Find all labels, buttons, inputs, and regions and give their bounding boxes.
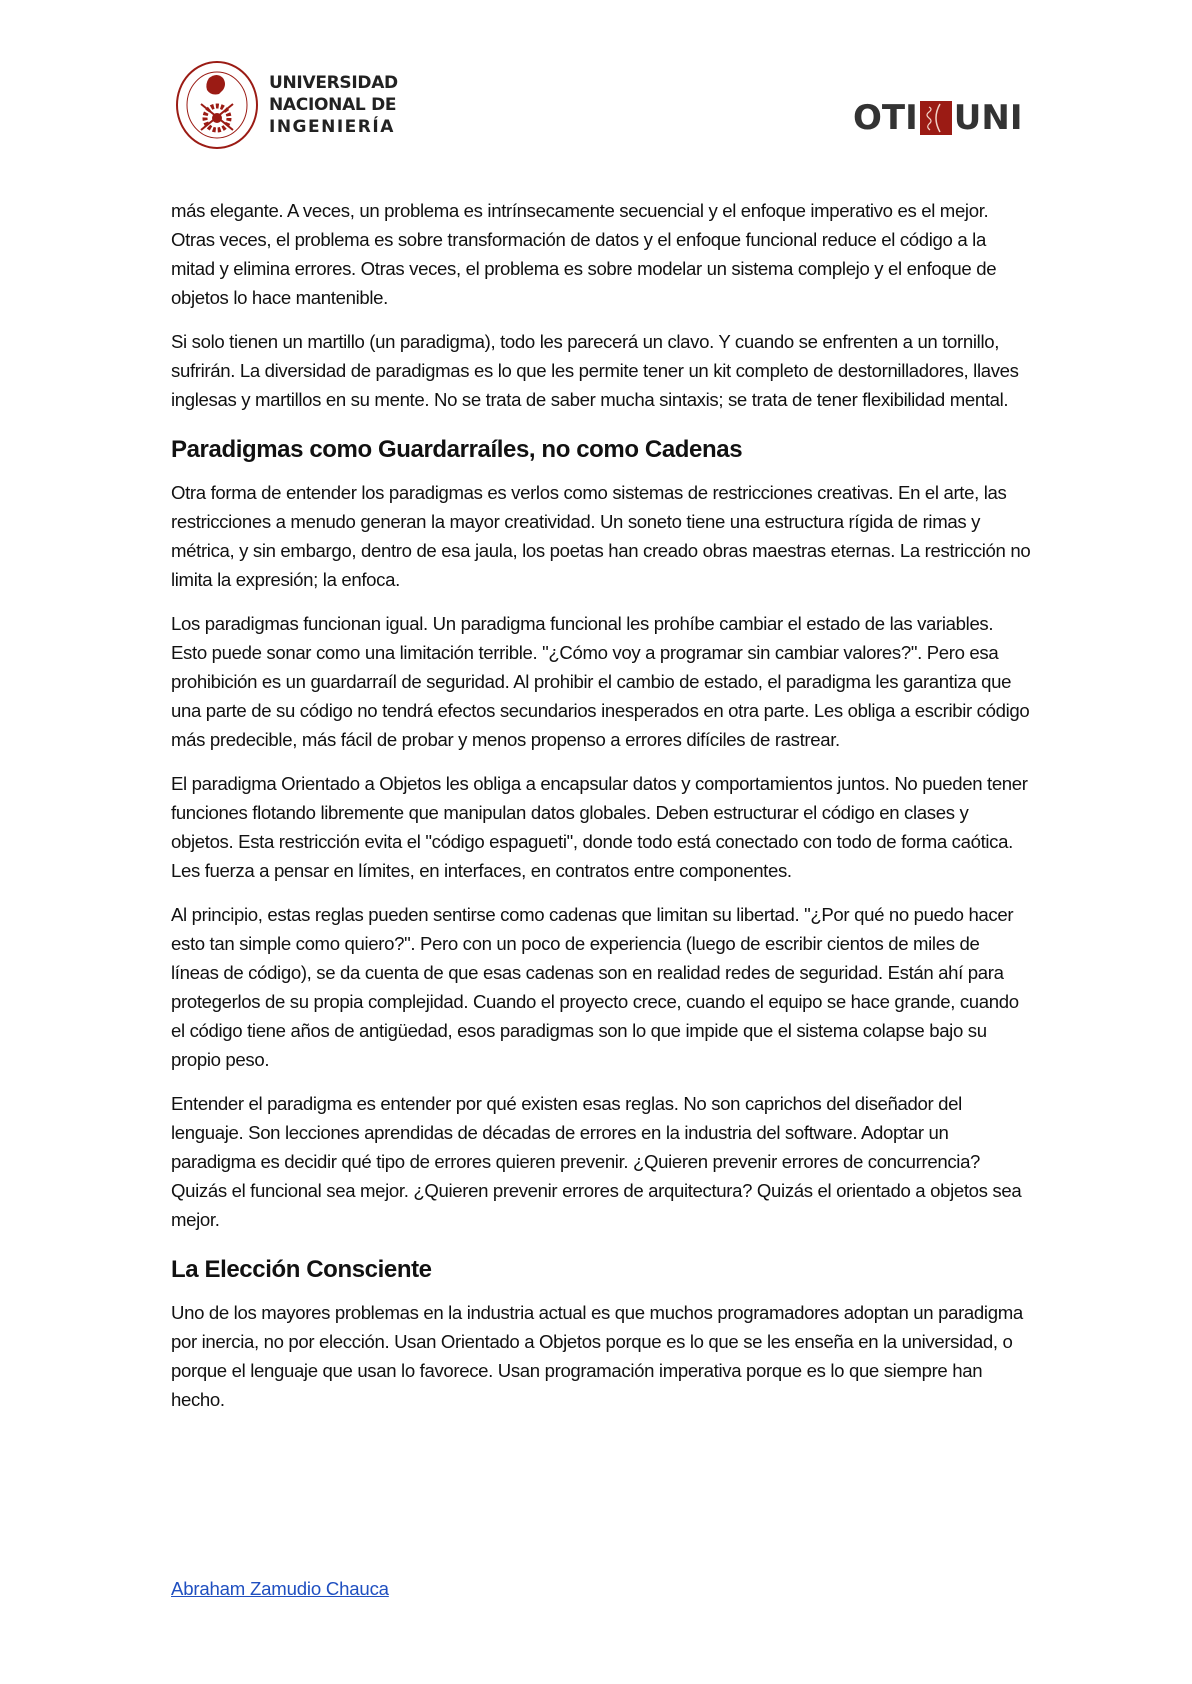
- section-heading: Paradigmas como Guardarraíles, no como Cadenas: [171, 436, 743, 463]
- section-heading: La Elección Consciente: [171, 1256, 432, 1283]
- university-logo: [175, 60, 398, 150]
- document-body: [171, 196, 1031, 1429]
- university-name: [269, 72, 398, 138]
- paragraph: Uno de los mayores problemas en la industria actual es que muchos programadores adoptan un paradigma por inercia, no por elección. Usan Orientado a Objetos porque es lo que se les enseña en la universidad, o porque el lenguaje que usan lo favorece. Usan programación imperativa porque es lo que siempre han hecho.: [171, 1302, 1023, 1410]
- university-name-line: NACIONAL DE: [269, 95, 397, 115]
- paragraph: Al principio, estas reglas pueden sentirse como cadenas que limitan su libertad. "¿Por qué no puedo hacer esto tan simple como quiero?". Pero con un poco de experiencia (luego de escribir cientos de miles de líneas de código), se da cuenta de que esas cadenas son en realidad redes de seguridad. Están ahí para protegerlos de su propia complejidad. Cuando el proyecto crece, cuando el equipo se hace grande, cuando el código tiene años de antigüedad, esos paradigmas son lo que impide que el sistema colapse bajo su propio peso.: [171, 904, 1019, 1070]
- paragraph: Los paradigmas funcionan igual. Un paradigma funcional les prohíbe cambiar el estado de las variables. Esto puede sonar como una limitación terrible. "¿Cómo voy a programar sin cambiar valores?". Pero esa prohibición es un guardarraíl de seguridad. Al prohibir el cambio de estado, el paradigma les garantiza que una parte de su código no tendrá efectos secundarios inesperados en otra parte. Les obliga a escribir código más predecible, más fácil de probar y menos propenso a errores difíciles de rastrear.: [171, 613, 1030, 750]
- paragraph: Si solo tienen un martillo (un paradigma), todo les parecerá un clavo. Y cuando se enfrenten a un tornillo, sufrirán. La diversidad de paradigmas es lo que les permite tener un kit completo de destornilladores, llaves inglesas y martillos en su mente. No se trata de saber mucha sintaxis; se trata de tener flexibilidad mental.: [171, 331, 1019, 410]
- university-name-line: UNIVERSIDAD: [269, 73, 398, 93]
- oti-brand-mark-icon: [920, 101, 952, 135]
- university-seal-icon: [175, 60, 259, 150]
- paragraph: Entender el paradigma es entender por qué existen esas reglas. No son caprichos del diseñador del lenguaje. Son lecciones aprendidas de décadas de errores en la industria del software. Adoptar un paradigma es decidir qué tipo de errores quieren prevenir. ¿Quieren prevenir errores de concurrencia? Quizás el funcional sea mejor. ¿Quieren prevenir errores de arquitectura? Quizás el orientado a objetos sea mejor.: [171, 1093, 1022, 1230]
- page-header: [0, 0, 1192, 170]
- oti-logo-text: OTI: [853, 98, 918, 138]
- paragraph: Otra forma de entender los paradigmas es verlos como sistemas de restricciones creativas. En el arte, las restricciones a menudo generan la mayor creatividad. Un soneto tiene una estructura rígida de rimas y métrica, y sin embargo, dentro de esa jaula, los poetas han creado obras maestras eternas. La restricción no limita la expresión; la enfoca.: [171, 482, 1031, 590]
- paragraph: más elegante. A veces, un problema es intrínsecamente secuencial y el enfoque imperativo es el mejor. Otras veces, el problema es sobre transformación de datos y el enfoque funcional reduce el código a la mitad y elimina errores. Otras veces, el problema es sobre modelar un sistema complejo y el enfoque de objetos lo hace mantenible.: [171, 200, 997, 308]
- paragraph: El paradigma Orientado a Objetos les obliga a encapsular datos y comportamientos juntos. No pueden tener funciones flotando libremente que manipulan datos globales. Deben estructurar el código en clases y objetos. Esta restricción evita el "código espagueti", donde todo está conectado con todo de forma caótica. Les fuerza a pensar en límites, en interfaces, en contratos entre componentes.: [171, 773, 1028, 881]
- university-name-line: INGENIERÍA: [269, 117, 395, 137]
- oti-uni-logo: [853, 100, 1022, 136]
- uni-logo-text: UNI: [953, 98, 1023, 138]
- author-link[interactable]: Abraham Zamudio Chauca: [171, 1578, 389, 1599]
